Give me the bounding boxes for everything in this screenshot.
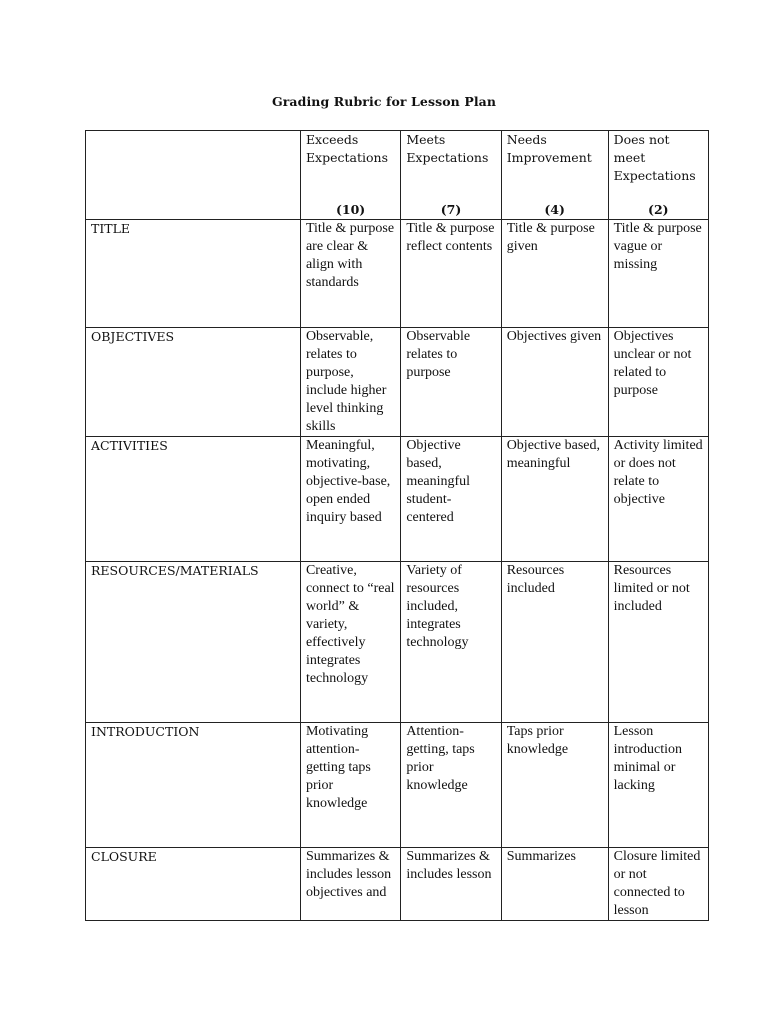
rubric-cell: Activity limited or does not relate to objective [608,437,708,562]
criterion-label: ACTIVITIES [86,437,301,562]
document-title: Grading Rubric for Lesson Plan [271,94,497,109]
rubric-row-resources-materials [86,562,709,723]
level-name: Exceeds Expectations [305,132,388,165]
rubric-cell: Title & purpose reflect contents [401,220,501,328]
rubric-cell: Title & purpose are clear & align with standards [300,220,400,328]
rubric-row-objectives [86,328,709,437]
level-name: Does not meet Expectations [613,132,696,183]
rubric-row-closure [86,848,709,921]
rubric-cell: Resources included [501,562,608,723]
level-header-meets [401,131,501,220]
level-points: (10) [336,202,366,217]
level-name: Meets Expectations [406,132,489,165]
criterion-label: CLOSURE [86,848,301,921]
rubric-cell: Resources limited or not included [608,562,708,723]
rubric-cell: Objectives unclear or not related to purpose [608,328,708,437]
level-header-needs-improvement [501,131,608,220]
rubric-cell: Lesson introduction minimal or lacking [608,723,708,848]
rubric-cell: Title & purpose given [501,220,608,328]
rubric-cell: Variety of resources included, integrates technology [401,562,501,723]
rubric-row-introduction [86,723,709,848]
rubric-cell: Observable relates to purpose [401,328,501,437]
rubric-cell: Summarizes & includes lesson [401,848,501,921]
rubric-cell: Motivating attention-getting taps prior knowledge [300,723,400,848]
level-name: Needs Improvement [506,132,592,165]
rubric-cell: Summarizes [501,848,608,921]
level-header-exceeds [300,131,400,220]
rubric-cell: Objective based, meaningful student-centered [401,437,501,562]
rubric-cell: Objectives given [501,328,608,437]
rubric-cell: Attention-getting, taps prior knowledge [401,723,501,848]
criterion-label: INTRODUCTION [86,723,301,848]
level-points: (2) [648,202,669,217]
rubric-cell: Taps prior knowledge [501,723,608,848]
rubric-row-activities [86,437,709,562]
criterion-label: OBJECTIVES [86,328,301,437]
rubric-cell: Creative, connect to “real world” & variety, effectively integrates technology [300,562,400,723]
level-points: (7) [440,202,462,217]
rubric-cell: Meaningful, motivating, objective-base, open ended inquiry based [300,437,400,562]
rubric-table [85,130,709,921]
rubric-cell: Summarizes & includes lesson objectives and [300,848,400,921]
criterion-label: RESOURCES/MATERIALS [86,562,301,723]
level-header-does-not-meet [608,131,708,220]
header-row [86,131,709,220]
level-points: (4) [544,202,565,217]
rubric-row-title [86,220,709,328]
criterion-header-cell [86,131,301,220]
rubric-cell: Objective based, meaningful [501,437,608,562]
rubric-cell: Closure limited or not connected to lesson [608,848,708,921]
rubric-cell: Observable, relates to purpose, include higher level thinking skills [300,328,400,437]
rubric-cell: Title & purpose vague or missing [608,220,708,328]
criterion-label: TITLE [86,220,301,328]
